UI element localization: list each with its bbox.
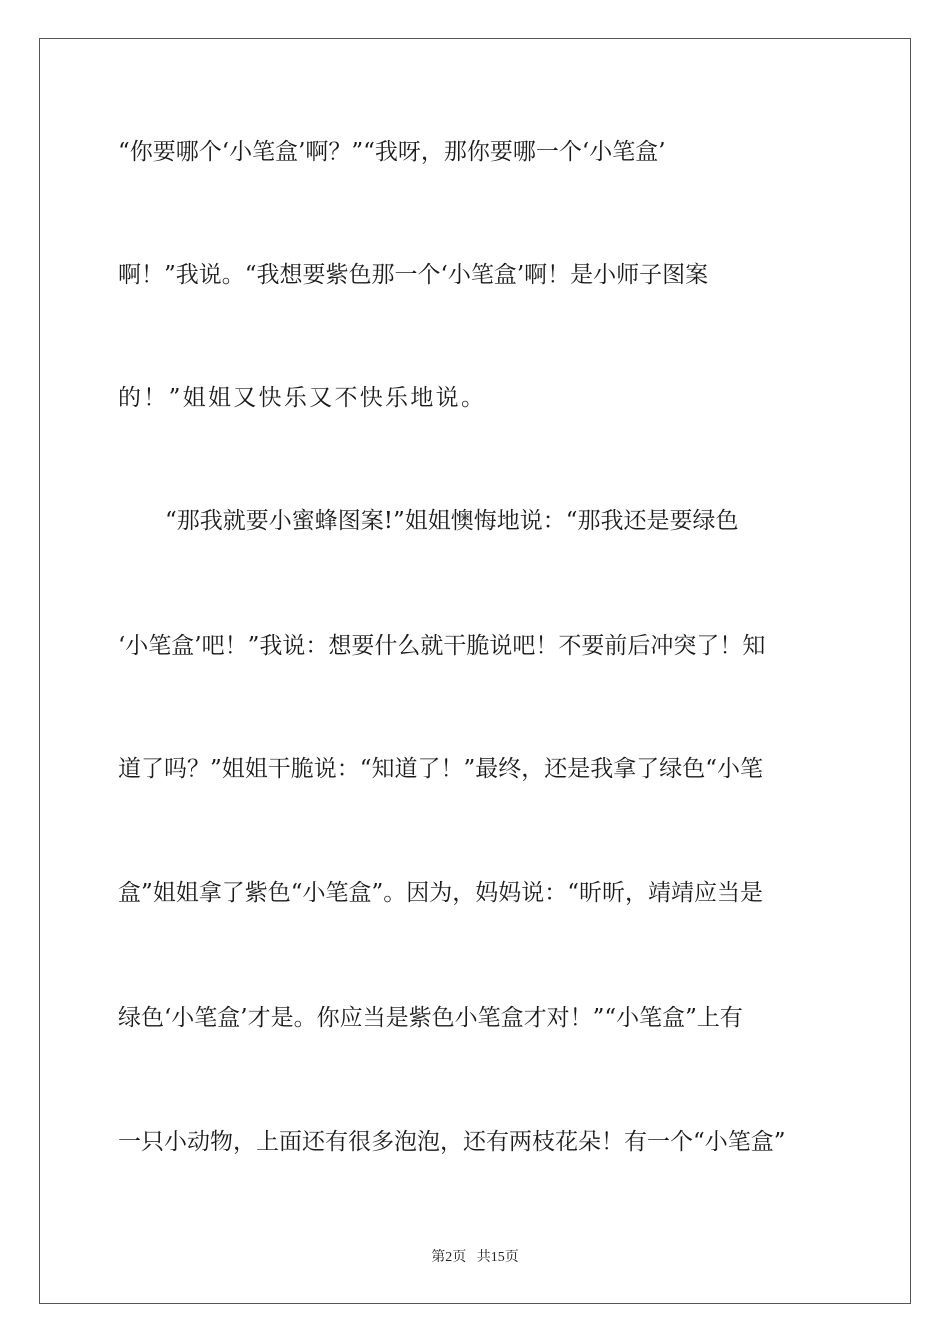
text-line-8: 绿色‘小笔盒’才是。你应当是紫色小笔盒才对！”“小笔盒”上有 [118,1005,743,1031]
text-line-3: 的！”姐姐又快乐又不快乐地说。 [118,385,487,411]
page-border [39,38,911,1304]
text-line-4: “那我就要小蜜蜂图案!”姐姐懊悔地说：“那我还是要绿色 [165,508,739,534]
text-line-5: ‘小笔盒’吧！”我说：想要什么就干脆说吧！不要前后冲突了！知 [118,633,766,659]
page-footer [0,1246,950,1266]
text-line-7: 盒”姐姐拿了紫色“小笔盒”。因为，妈妈说：“昕昕，靖靖应当是 [118,880,764,906]
text-line-9: 一只小动物，上面还有很多泡泡，还有两枝花朵！有一个“小笔盒” [118,1129,786,1155]
text-line-2: 啊！”我说。“我想要紫色那一个‘小笔盒’啊！是小师子图案 [118,262,709,288]
page-number: 第2页 [431,1250,467,1265]
text-line-6: 道了吗？”姐姐干脆说：“知道了！”最终，还是我拿了绿色“小笔 [118,756,764,782]
page-total: 共15页 [476,1250,519,1265]
text-line-1: “你要哪个‘小笔盒’啊？”“我呀，那你要哪一个‘小笔盒’ [118,139,666,165]
